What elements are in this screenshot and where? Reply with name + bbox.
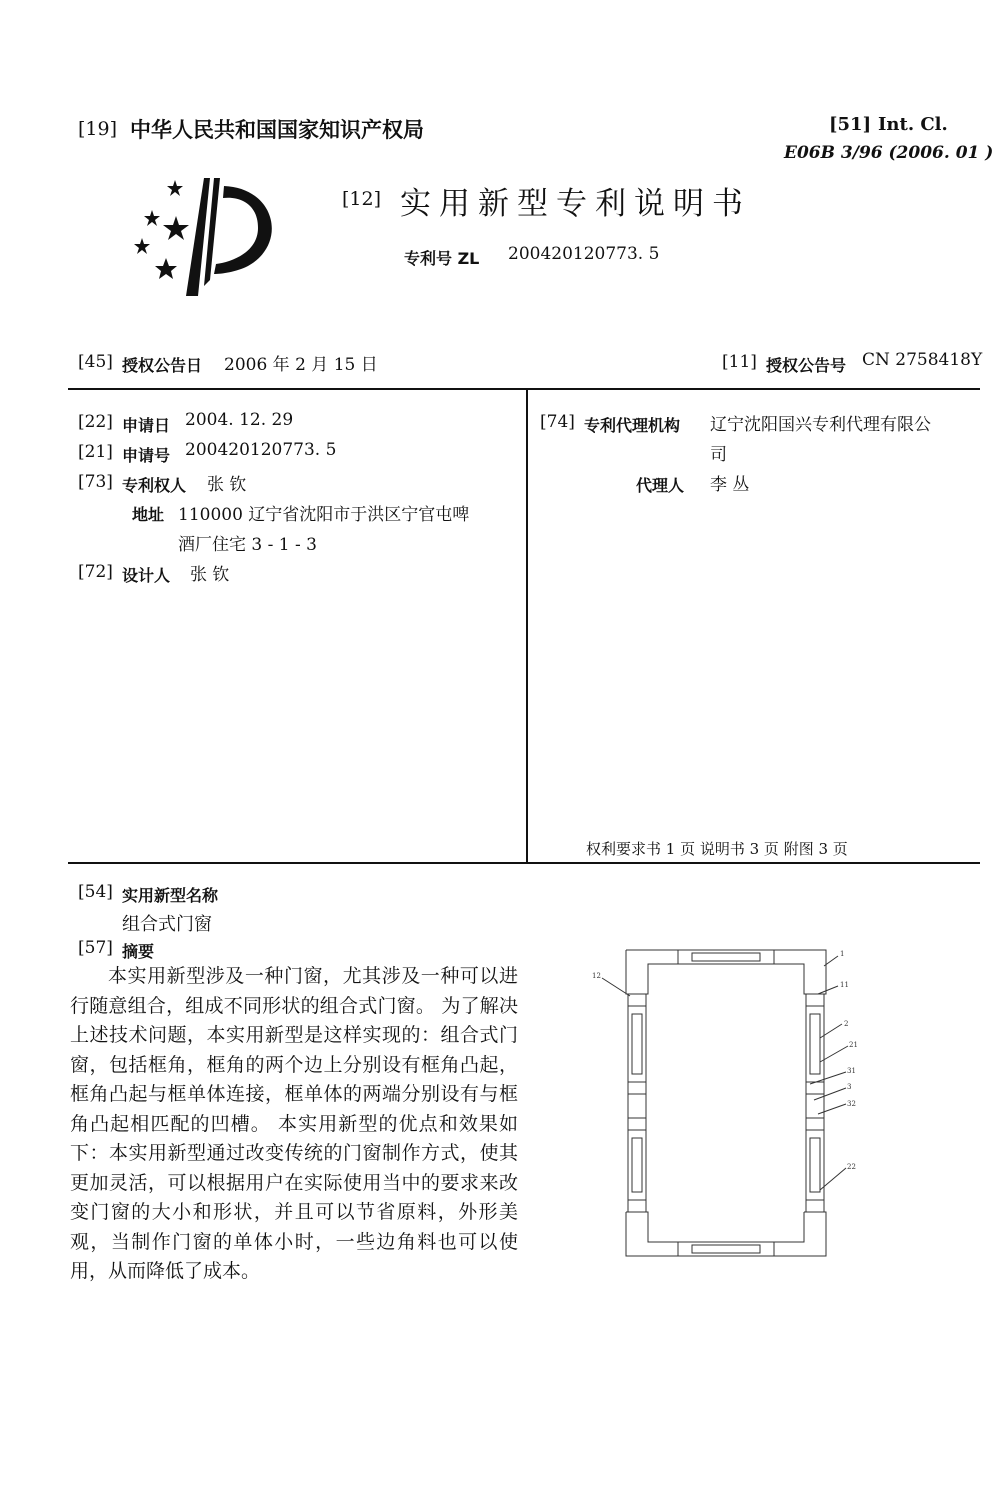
title-code: [54] [78, 882, 113, 902]
rule-top [68, 388, 980, 390]
pub-date-code: [45] [78, 352, 113, 372]
ref-31: 31 [847, 1067, 856, 1075]
utility-model-title: 组合式门窗 [122, 914, 212, 935]
doc-type-code: [12] [342, 188, 382, 210]
ref-1: 1 [840, 950, 845, 958]
intcl-code: [51] [829, 114, 872, 135]
agency-code: [74] [540, 412, 575, 432]
filing-label: 申请日 [122, 416, 171, 435]
rule-divider [526, 389, 528, 863]
office-code: [19] [78, 118, 118, 140]
patentee: 张 钦 [207, 475, 247, 495]
designer-code: [72] [78, 562, 113, 582]
application-number: 200420120773. 5 [185, 440, 337, 460]
abstract-code: [57] [78, 938, 113, 958]
cnipa-logo [128, 170, 288, 302]
agent: 李 丛 [710, 475, 750, 495]
intcl-label: Int. Cl. [878, 114, 948, 135]
abstract-text: 本实用新型涉及一种门窗，尤其涉及一种可以进行随意组合，组成不同形状的组合式门窗。 为了解决上述技术问题，本实用新型是这样实现的：组合式门窗，包括框角，框角的两个边上分别设有框角凸起，框角凸起与框单体连接，框单体的两端分别设有与框角凸起相匹配的凹槽。 本实用新型的优点和效果如下：本实用新型通过改变传统的门窗制作方式，使其更加灵活，可以根据用户在实际使用当中的要求来改变门窗的大小和形状，并且可以节省原料，外形美观，当制作门窗的单体小时，一些边角料也可以使用，从而降低了成本。 [70, 965, 518, 1282]
pub-date-label: 授权公告日 [122, 356, 203, 375]
office-name: 中华人民共和国国家知识产权局 [130, 118, 424, 142]
ref-2: 2 [844, 1020, 849, 1028]
patent-drawing [588, 942, 868, 1262]
rule-bottom [68, 862, 980, 864]
pub-date: 2006 年 2 月 15 日 [224, 355, 378, 375]
appno-code: [21] [78, 442, 113, 462]
page-counts: 权利要求书 1 页 说明书 3 页 附图 3 页 [586, 840, 848, 858]
appno-label: 申请号 [122, 446, 171, 465]
filing-date: 2004. 12. 29 [185, 410, 294, 430]
pub-number-label: 授权公告号 [766, 356, 847, 375]
ref-3: 3 [847, 1083, 852, 1091]
address-line-2: 酒厂住宅 3 - 1 - 3 [178, 535, 317, 555]
designer: 张 钦 [190, 565, 230, 585]
filing-code: [22] [78, 412, 113, 432]
ref-12: 12 [592, 972, 601, 980]
title-label: 实用新型名称 [122, 886, 219, 905]
address-label: 地址 [132, 505, 165, 524]
designer-label: 设计人 [122, 566, 171, 585]
pub-number: CN 2758418Y [862, 350, 983, 370]
patent-number-label: 专利号 ZL [404, 249, 480, 268]
ref-11: 11 [840, 981, 849, 989]
abstract-label: 摘要 [122, 942, 155, 961]
agency-label: 专利代理机构 [584, 416, 681, 435]
patent-number: 200420120773. 5 [508, 244, 660, 264]
agency-line-1: 辽宁沈阳国兴专利代理有限公 [710, 415, 931, 435]
address-line-1: 110000 辽宁省沈阳市于洪区宁官屯啤 [178, 505, 470, 525]
ref-32: 32 [847, 1100, 856, 1108]
pub-number-code: [11] [722, 352, 757, 372]
doc-type-title: 实用新型专利说明书 [400, 186, 751, 222]
cnipa-emblem-icon [128, 170, 288, 302]
agent-label: 代理人 [636, 476, 685, 495]
patentee-code: [73] [78, 472, 113, 492]
agency-line-2: 司 [710, 445, 727, 465]
ref-21: 21 [849, 1041, 858, 1049]
patentee-label: 专利权人 [122, 476, 187, 495]
ref-22: 22 [847, 1163, 856, 1171]
ipc-classification: E06B 3/96 (2006. 01 ) [784, 143, 994, 163]
